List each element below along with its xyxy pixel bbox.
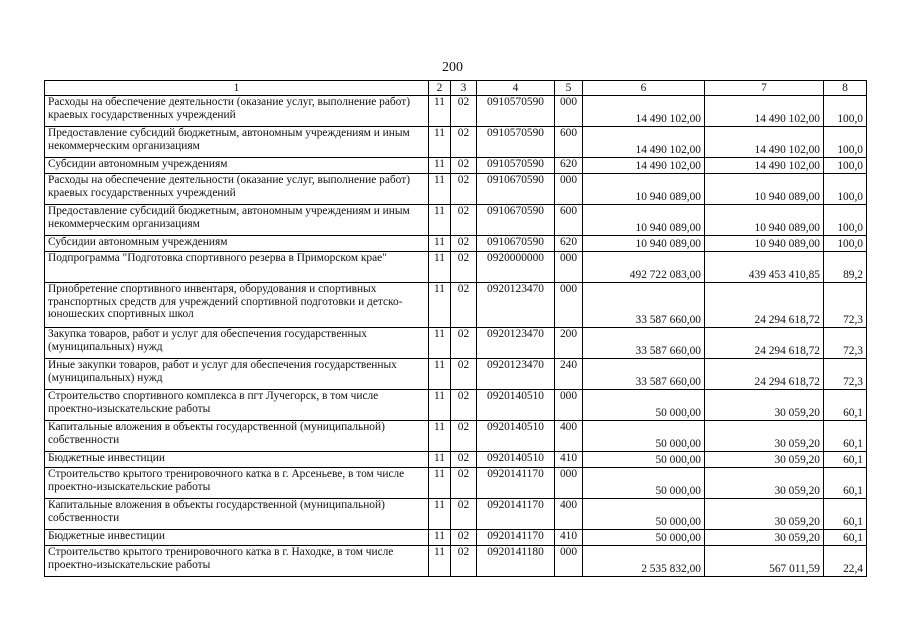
header-row: [45, 81, 867, 96]
row-subsection: 02: [451, 328, 477, 359]
row-subsection: 02: [451, 546, 477, 577]
table-row: [45, 283, 867, 328]
row-subsection: 02: [451, 283, 477, 328]
row-actual-amount: 14 490 102,00: [705, 96, 824, 127]
row-plan-amount: 33 587 660,00: [583, 359, 705, 390]
table-row: [45, 530, 867, 546]
row-percent: 60,1: [824, 421, 867, 452]
row-actual-amount: 30 059,20: [705, 421, 824, 452]
table-row: [45, 359, 867, 390]
row-subsection: 02: [451, 127, 477, 158]
column-header: 3: [451, 81, 477, 96]
row-subsection: 02: [451, 96, 477, 127]
row-subsection: 02: [451, 530, 477, 546]
row-subsection: 02: [451, 452, 477, 468]
row-section: 11: [429, 283, 451, 328]
row-subsection: 02: [451, 390, 477, 421]
row-expense-type: 000: [555, 546, 583, 577]
row-target-code: 0920141170: [477, 468, 555, 499]
row-plan-amount: 33 587 660,00: [583, 328, 705, 359]
row-expense-type: 200: [555, 328, 583, 359]
row-target-code: 0920140510: [477, 452, 555, 468]
row-actual-amount: 30 059,20: [705, 499, 824, 530]
row-name: Капитальные вложения в объекты государственной (муниципальной) собственности: [45, 421, 429, 452]
row-expense-type: 000: [555, 174, 583, 205]
row-section: 11: [429, 468, 451, 499]
row-name: Строительство крытого тренировочного катка в г. Арсеньеве, в том числе проектно-изыскательские работы: [45, 468, 429, 499]
row-percent: 72,3: [824, 283, 867, 328]
row-name: Расходы на обеспечение деятельности (оказание услуг, выполнение работ) краевых государственных учреждений: [45, 96, 429, 127]
row-name: Бюджетные инвестиции: [45, 452, 429, 468]
row-actual-amount: 24 294 618,72: [705, 328, 824, 359]
row-section: 11: [429, 390, 451, 421]
row-percent: 72,3: [824, 359, 867, 390]
row-expense-type: 410: [555, 530, 583, 546]
row-actual-amount: 30 059,20: [705, 452, 824, 468]
row-percent: 60,1: [824, 452, 867, 468]
row-name: Предоставление субсидий бюджетным, автономным учреждениям и иным некоммерческим организациям: [45, 127, 429, 158]
column-header: 1: [45, 81, 429, 96]
row-section: 11: [429, 205, 451, 236]
row-expense-type: 000: [555, 96, 583, 127]
table-row: [45, 96, 867, 127]
row-percent: 60,1: [824, 530, 867, 546]
row-section: 11: [429, 530, 451, 546]
row-actual-amount: 24 294 618,72: [705, 283, 824, 328]
row-actual-amount: 567 011,59: [705, 546, 824, 577]
column-header: 4: [477, 81, 555, 96]
row-target-code: 0910670590: [477, 236, 555, 252]
column-header: 6: [583, 81, 705, 96]
row-plan-amount: 10 940 089,00: [583, 205, 705, 236]
row-name: Расходы на обеспечение деятельности (оказание услуг, выполнение работ) краевых государственных учреждений: [45, 174, 429, 205]
row-plan-amount: 33 587 660,00: [583, 283, 705, 328]
table-row: [45, 158, 867, 174]
row-actual-amount: 10 940 089,00: [705, 205, 824, 236]
row-subsection: 02: [451, 468, 477, 499]
row-expense-type: 600: [555, 127, 583, 158]
column-header: 5: [555, 81, 583, 96]
row-actual-amount: 14 490 102,00: [705, 127, 824, 158]
row-target-code: 0920140510: [477, 421, 555, 452]
row-actual-amount: 30 059,20: [705, 390, 824, 421]
row-plan-amount: 14 490 102,00: [583, 127, 705, 158]
table-row: [45, 546, 867, 577]
row-plan-amount: 50 000,00: [583, 452, 705, 468]
row-name: Приобретение спортивного инвентаря, оборудования и спортивных транспортных средств для учреждений спортивной подготовки и детско-юношеских спортивных школ: [45, 283, 429, 328]
row-target-code: 0920141170: [477, 530, 555, 546]
row-plan-amount: 14 490 102,00: [583, 96, 705, 127]
row-percent: 100,0: [824, 236, 867, 252]
row-target-code: 0920000000: [477, 252, 555, 283]
row-name: Закупка товаров, работ и услуг для обеспечения государственных (муниципальных) нужд: [45, 328, 429, 359]
row-name: Подпрограмма "Подготовка спортивного резерва в Приморском крае": [45, 252, 429, 283]
row-target-code: 0910570590: [477, 96, 555, 127]
row-expense-type: 000: [555, 390, 583, 421]
row-subsection: 02: [451, 205, 477, 236]
row-target-code: 0910670590: [477, 205, 555, 236]
row-plan-amount: 10 940 089,00: [583, 236, 705, 252]
row-section: 11: [429, 328, 451, 359]
row-percent: 60,1: [824, 468, 867, 499]
row-actual-amount: 14 490 102,00: [705, 158, 824, 174]
row-target-code: 0920123470: [477, 359, 555, 390]
row-subsection: 02: [451, 174, 477, 205]
table-row: [45, 421, 867, 452]
row-section: 11: [429, 421, 451, 452]
row-plan-amount: 2 535 832,00: [583, 546, 705, 577]
row-name: Бюджетные инвестиции: [45, 530, 429, 546]
table-row: [45, 468, 867, 499]
row-subsection: 02: [451, 421, 477, 452]
row-target-code: 0910570590: [477, 127, 555, 158]
row-plan-amount: 14 490 102,00: [583, 158, 705, 174]
column-header: 7: [705, 81, 824, 96]
row-percent: 100,0: [824, 205, 867, 236]
row-section: 11: [429, 174, 451, 205]
row-subsection: 02: [451, 236, 477, 252]
row-plan-amount: 10 940 089,00: [583, 174, 705, 205]
row-name: Строительство крытого тренировочного катка в г. Находке, в том числе проектно-изыскательские работы: [45, 546, 429, 577]
row-plan-amount: 50 000,00: [583, 499, 705, 530]
row-section: 11: [429, 252, 451, 283]
column-header: 8: [824, 81, 867, 96]
row-section: 11: [429, 452, 451, 468]
row-actual-amount: 10 940 089,00: [705, 174, 824, 205]
page-number: 200: [442, 60, 463, 75]
row-percent: 22,4: [824, 546, 867, 577]
row-plan-amount: 50 000,00: [583, 530, 705, 546]
row-expense-type: 620: [555, 158, 583, 174]
row-actual-amount: 30 059,20: [705, 468, 824, 499]
row-target-code: 0910570590: [477, 158, 555, 174]
budget-table: [44, 80, 867, 577]
row-percent: 100,0: [824, 127, 867, 158]
row-actual-amount: 30 059,20: [705, 530, 824, 546]
row-target-code: 0910670590: [477, 174, 555, 205]
row-expense-type: 400: [555, 421, 583, 452]
row-percent: 60,1: [824, 499, 867, 530]
row-target-code: 0920141170: [477, 499, 555, 530]
row-plan-amount: 50 000,00: [583, 421, 705, 452]
row-percent: 89,2: [824, 252, 867, 283]
row-section: 11: [429, 236, 451, 252]
row-percent: 100,0: [824, 158, 867, 174]
row-percent: 100,0: [824, 174, 867, 205]
row-section: 11: [429, 96, 451, 127]
row-subsection: 02: [451, 359, 477, 390]
row-name: Строительство спортивного комплекса в пгт Лучегорск, в том числе проектно-изыскательские работы: [45, 390, 429, 421]
row-actual-amount: 10 940 089,00: [705, 236, 824, 252]
row-actual-amount: 439 453 410,85: [705, 252, 824, 283]
table-row: [45, 236, 867, 252]
row-expense-type: 000: [555, 468, 583, 499]
row-subsection: 02: [451, 252, 477, 283]
row-name: Капитальные вложения в объекты государственной (муниципальной) собственности: [45, 499, 429, 530]
row-expense-type: 410: [555, 452, 583, 468]
table-row: [45, 390, 867, 421]
row-subsection: 02: [451, 158, 477, 174]
row-name: Иные закупки товаров, работ и услуг для обеспечения государственных (муниципальных) нужд: [45, 359, 429, 390]
row-expense-type: 600: [555, 205, 583, 236]
table-body: [45, 81, 867, 577]
table-row: [45, 452, 867, 468]
row-expense-type: 620: [555, 236, 583, 252]
row-target-code: 0920123470: [477, 283, 555, 328]
row-target-code: 0920140510: [477, 390, 555, 421]
row-expense-type: 000: [555, 252, 583, 283]
row-plan-amount: 492 722 083,00: [583, 252, 705, 283]
row-name: Предоставление субсидий бюджетным, автономным учреждениям и иным некоммерческим организациям: [45, 205, 429, 236]
row-percent: 72,3: [824, 328, 867, 359]
row-expense-type: 400: [555, 499, 583, 530]
table-row: [45, 328, 867, 359]
row-plan-amount: 50 000,00: [583, 390, 705, 421]
row-subsection: 02: [451, 499, 477, 530]
table-row: [45, 252, 867, 283]
row-section: 11: [429, 546, 451, 577]
row-section: 11: [429, 359, 451, 390]
row-section: 11: [429, 499, 451, 530]
table-row: [45, 174, 867, 205]
row-plan-amount: 50 000,00: [583, 468, 705, 499]
row-section: 11: [429, 158, 451, 174]
row-section: 11: [429, 127, 451, 158]
table-row: [45, 205, 867, 236]
row-percent: 60,1: [824, 390, 867, 421]
table-row: [45, 127, 867, 158]
column-header: 2: [429, 81, 451, 96]
row-expense-type: 000: [555, 283, 583, 328]
row-target-code: 0920123470: [477, 328, 555, 359]
table-row: [45, 499, 867, 530]
row-expense-type: 240: [555, 359, 583, 390]
row-percent: 100,0: [824, 96, 867, 127]
row-name: Субсидии автономным учреждениям: [45, 236, 429, 252]
row-actual-amount: 24 294 618,72: [705, 359, 824, 390]
row-target-code: 0920141180: [477, 546, 555, 577]
row-name: Субсидии автономным учреждениям: [45, 158, 429, 174]
